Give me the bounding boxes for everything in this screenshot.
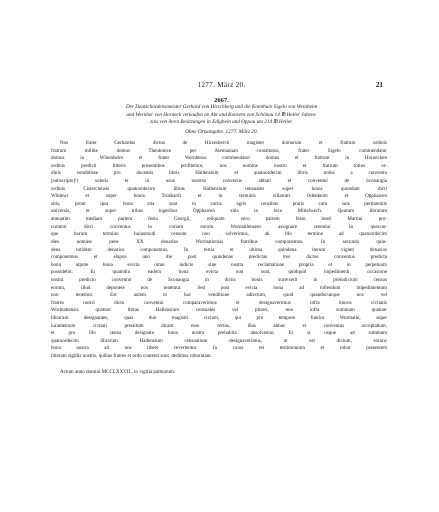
place-date-line: Ohne Ortsangabe. 1277. März 20. xyxy=(185,129,258,135)
body-line: fratres nostri dicto conventui comparaverimus et designaverimus infra muros civitatis xyxy=(51,299,387,306)
body-line: Wormatiensis quatuor libras Hallensium censuales vel plures, non infra summam quatuor xyxy=(51,307,387,314)
body-line: Nos frater Gerhardus dictus de Hirzesberch magister domorum et fratrum ordinis xyxy=(60,140,387,146)
running-head xyxy=(60,79,383,91)
body-line: bona nostra ad nos libere revertentur. In cuius rei testimonium et robur presentem xyxy=(51,345,387,352)
body-line: nostra predicto conventui de Sconaugia in dictis bonis surrexerit in preiudicium census xyxy=(51,276,387,283)
body-line: universis, et super tribus iugeribus Opphawen sitis in loco Mittelwech. Quarum librarum xyxy=(51,208,387,215)
body-line: fratrum militie domus Theutonice per Alemaniam constitutus, frater Sigelo commendator xyxy=(51,147,387,154)
body-line: componemus et elapso uno die post quindenas predictas tres dictos conventus predicta xyxy=(51,254,387,261)
body-line: litteram sigillis nostris, quibus fratres et ordo contenti sunt, dedimus roboratam. xyxy=(51,353,212,360)
regest-summary xyxy=(58,104,385,127)
body-line: quatuordecim librarum Hallensium censualium designaverimus, ut est dictum, extunc xyxy=(51,337,387,344)
body-line: dies nomine pene XX denarios Wormatiensis fratribus componemus. In secunda quin- xyxy=(51,238,387,245)
body-line: bona utpote bona evicta omni iudicio sine nostra reclamatione propria et in perpetuum xyxy=(51,261,387,268)
charter-body xyxy=(51,140,387,361)
body-line: dinis vendidisse pro ducentis libris Hallensium et quatuordecim libris nobis a conventu xyxy=(51,170,387,177)
regest-line: und Wernher von Horneck verkaufen an Abt und Konvent von Schönau 14 ℔ Heller Jahres- xyxy=(126,111,317,118)
body-line: possidebit. Et quamdiu eadem bona evicta non sunt, quidquid impedimenti occasione xyxy=(51,269,387,276)
document-number: 2667. xyxy=(214,97,229,104)
page-number: 21 xyxy=(375,81,383,89)
body-line: sitis, prout ipsa bona sita sunt in curiis agris censibus pratis cum suis pertinentiis xyxy=(51,200,387,207)
body-line: annuatim mediam partem festo Georgii, reliquam vero partem festo beati Martini pro- xyxy=(51,216,387,223)
regest-line: zins von ihren Besitzungen in Edighein und Oppau um 214 ℔ Heller. xyxy=(150,119,293,126)
running-head-date: 1277. März 20. xyxy=(197,81,246,89)
body-line: [subscripto]¹) solutis et in usus nostros conversis abbati et conventui de Sconaugia xyxy=(51,178,387,185)
closing-line: Actum anno domini MCCLXXVII., in vigilia palmarum. xyxy=(60,369,176,375)
body-line: ordinis predicti litteris presentibus profitemur, nos nomine nostro et fratrum totius or- xyxy=(51,162,387,169)
body-line: et pro illo censu designato bona nostra prehabita absolventur. Et si usque ad summam xyxy=(51,330,387,337)
body-line: non tenemur. Est autem in hac venditione adiectum, quod quandocunque nos vel xyxy=(51,292,387,299)
regest-line: Der Deutschordensmeister Gerhard von Hirschberg und die Komthure Sigelo von Weinheim xyxy=(125,104,318,110)
body-line: librarum designantes, quas duo magistri civium, qui pro tempore fuerint Wormatie, super xyxy=(51,315,387,322)
body-line: eorum, illud deponere nos tenemur. Sed post evicta bona ad tollendum impedimentum xyxy=(51,284,387,291)
body-line: Wildewr et super bonis Trusbardi et in terminis villarum Odenkeim et Opphawen xyxy=(51,193,387,200)
body-line: iuramentum civitati prestitum dicant esse certas, illas abbas et conventus acceptabunt, xyxy=(51,322,387,329)
body-line: que horum termino huiusmodi censum non solverimus, ab illo termino ad quatuordecim xyxy=(51,231,387,238)
body-line: curatori dicti conventus in curiam eorum Wormatiensem assignare tenemur. In quocun- xyxy=(51,223,387,230)
body-line: domus in Winenheim et frater Wernherus commendator domus et fratrum in Hornecken xyxy=(51,155,387,162)
body-line: ordinis Cisterciensis quatuordecim libras Hallensium censuales super bonis quondam dicti xyxy=(51,185,387,192)
body-line: dena totidem denarios componemus. In tertia et ultima quindena iterum viginti denarios xyxy=(51,246,387,253)
